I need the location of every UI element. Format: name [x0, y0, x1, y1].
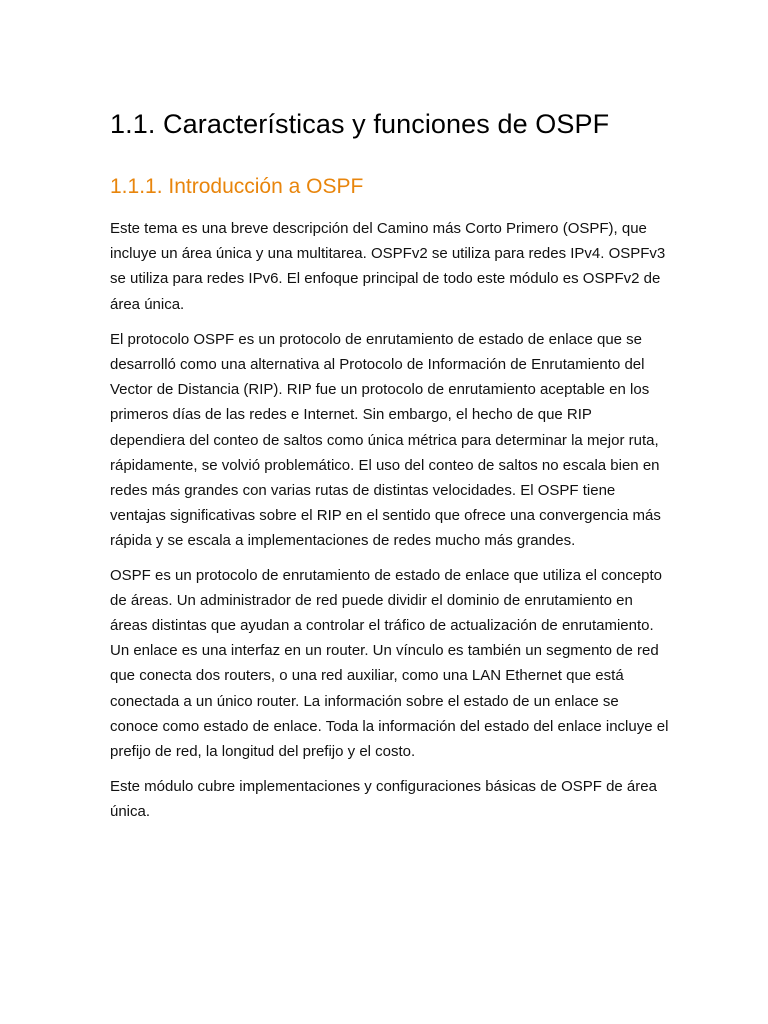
body-paragraph: Este módulo cubre implementaciones y configuraciones básicas de OSPF de área única. [110, 778, 657, 821]
section-heading: 1.1.1. Introducción a OSPF [110, 175, 364, 198]
body-paragraph: El protocolo OSPF es un protocolo de enrutamiento de estado de enlace que se desarrolló como una alternativa al Protocolo de Información de Enrutamiento del Vector de Distancia (RIP). RIP fue un protocolo de enrutamiento aceptable en los primeros días de las redes e Internet. Sin embargo, el hecho de que RIP dependiera del conteo de saltos como única métrica para determinar la mejor ruta, rápidamente, se volvió problemático. El uso del conteo de saltos no escala bien en redes más grandes con varias rutas de distintas velocidades. El OSPF tiene ventajas significativas sobre el RIP en el sentido que ofrece una convergencia más rápida y se escala a implementaciones de redes mucho más grandes. [110, 330, 661, 550]
body-paragraph: Este tema es una breve descripción del Camino más Corto Primero (OSPF), que incluye un área única y una multitarea. OSPFv2 se utiliza para redes IPv4. OSPFv3 se utiliza para redes IPv6. El enfoque principal de todo este módulo es OSPFv2 de área única. [110, 220, 666, 313]
document-title: 1.1. Características y funciones de OSPF [110, 109, 610, 139]
document-page [110, 104, 670, 825]
body-paragraph: OSPF es un protocolo de enrutamiento de estado de enlace que utiliza el concepto de áreas. Un administrador de red puede dividir el dominio de enrutamiento en áreas distintas que ayudan a controlar el tráfico de actualización de enrutamiento. Un enlace es una interfaz en un router. Un vínculo es también un segmento de red que conecta dos routers, o una red auxiliar, como una LAN Ethernet que está conectada a un único router. La información sobre el estado de un enlace se conoce como estado de enlace. Toda la información del estado del enlace incluye el prefijo de red, la longitud del prefijo y el costo. [110, 566, 669, 761]
